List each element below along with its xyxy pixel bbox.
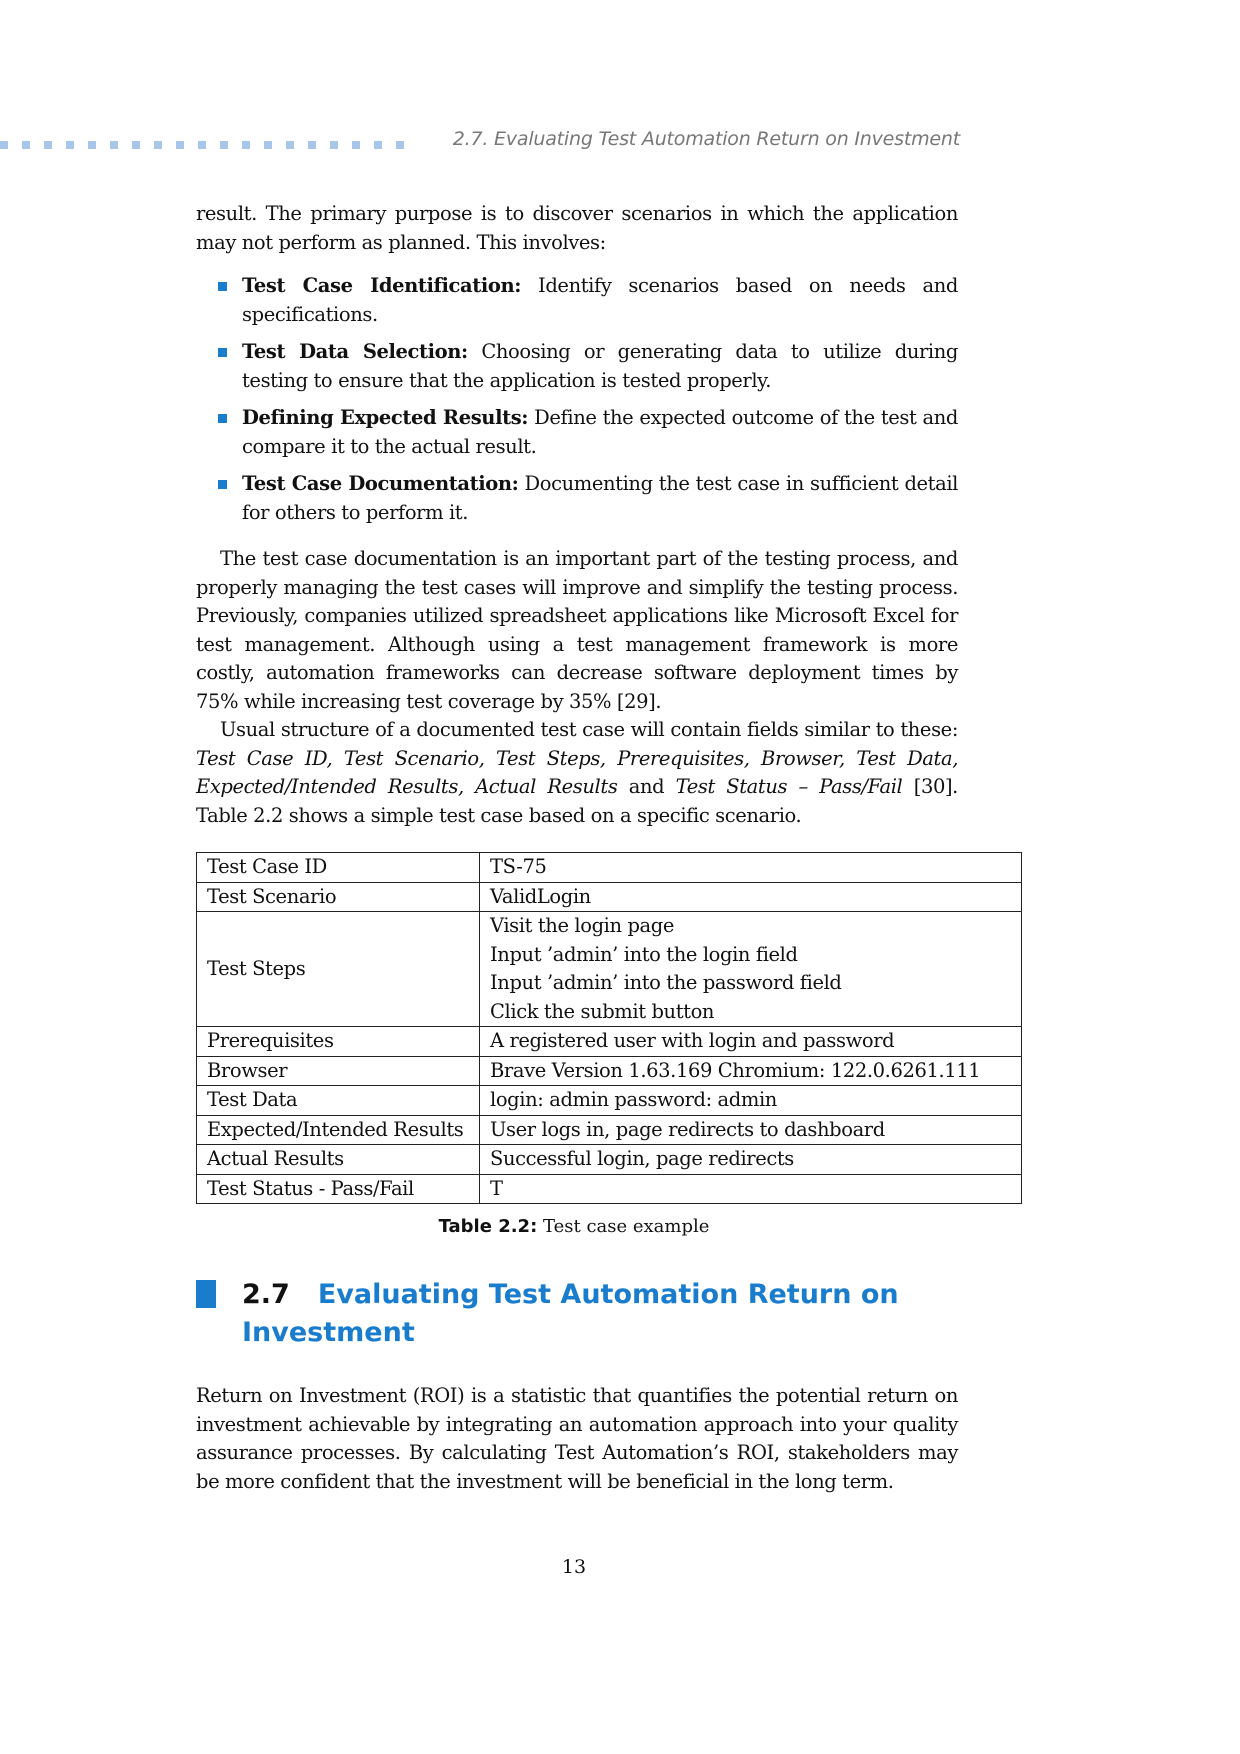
table-caption: [0, 1216, 1148, 1237]
table-value: A registered user with login and password: [480, 1027, 1022, 1057]
caption-label: Table 2.2:: [438, 1216, 538, 1237]
dot: [132, 141, 140, 149]
square-bullet-icon: [218, 480, 227, 489]
dot: [220, 141, 228, 149]
square-bullet-icon: [218, 282, 227, 291]
dot: [176, 141, 184, 149]
dot: [66, 141, 74, 149]
table-key: Test Data: [197, 1086, 480, 1116]
table-value: T: [480, 1174, 1022, 1204]
test-case-table: [196, 852, 1022, 1204]
table-row: [197, 1145, 1022, 1175]
table-row: [197, 1056, 1022, 1086]
dot: [88, 141, 96, 149]
bullet-term: Test Case Documentation:: [242, 472, 519, 495]
table-key: Test Steps: [197, 912, 480, 1027]
dot: [264, 141, 272, 149]
para3-lead: Usual structure of a documented test case will contain fields similar to these:: [220, 718, 958, 741]
bullet-text: Define the expected outcome of the test and compare it to the actual result.: [242, 406, 958, 458]
section-title: Evaluating Test Automation Return on Investment: [242, 1279, 899, 1348]
dot: [330, 141, 338, 149]
table-key: Browser: [197, 1056, 480, 1086]
body-paragraphs: [196, 545, 958, 830]
dot: [22, 141, 30, 149]
dot: [286, 141, 294, 149]
dot: [396, 141, 404, 149]
table-row: [197, 1174, 1022, 1204]
dot: [308, 141, 316, 149]
dot: [198, 141, 206, 149]
section-number: 2.7: [242, 1279, 290, 1310]
para3-status-field: Test Status – Pass/Fail: [675, 775, 903, 798]
table-value: User logs in, page redirects to dashboard: [480, 1115, 1022, 1145]
table-value: Brave Version 1.63.169 Chromium: 122.0.6261.111: [480, 1056, 1022, 1086]
square-bullet-icon: [218, 414, 227, 423]
bullet-term: Test Case Identification:: [242, 274, 522, 297]
bullet-list: [196, 272, 958, 536]
section-title-block: [242, 1276, 956, 1352]
table-row: [197, 1086, 1022, 1116]
intro-paragraph: [196, 200, 958, 257]
square-bullet-icon: [218, 348, 227, 357]
para3-fields: Test Case ID, Test Scenario, Test Steps, Prerequisites, Browser, Test Data, Expected/Intended Results, Actual Results: [196, 746, 958, 798]
table-key: Test Scenario: [197, 882, 480, 912]
para3-and: and: [617, 775, 676, 798]
paragraph-test-structure: [196, 716, 958, 830]
table-value: login: admin password: admin: [480, 1086, 1022, 1116]
dot: [44, 141, 52, 149]
table-value: TS-75: [480, 853, 1022, 883]
table-key: Prerequisites: [197, 1027, 480, 1057]
table-row: [197, 853, 1022, 883]
bullet-term: Test Data Selection:: [242, 340, 468, 363]
dot: [154, 141, 162, 149]
bullet-item: [196, 404, 958, 461]
header-dot-rule: [0, 141, 404, 149]
roi-paragraph: [196, 1382, 958, 1496]
table-row: [197, 1115, 1022, 1145]
running-header: [0, 128, 960, 152]
para3-citation: [30]. Table 2.2 shows a simple test case based on a specific scenario.: [196, 775, 958, 827]
bullet-text: Identify scenarios based on needs and specifications.: [242, 274, 959, 326]
table-row: [197, 1027, 1022, 1057]
table-value-steps: [480, 912, 1022, 1027]
roi-text: Return on Investment (ROI) is a statistic that quantifies the potential return on investment achievable by integrating an automation approach into your quality assurance processes. By calculating Test Automation’s ROI, stakeholders may be more confident that the investment will be beneficial in the long term.: [196, 1384, 958, 1493]
table-key: Actual Results: [197, 1145, 480, 1175]
test-step: Click the submit button: [490, 999, 715, 1023]
dot: [242, 141, 250, 149]
dot: [374, 141, 382, 149]
bullet-text: Documenting the test case in sufficient detail for others to perform it.: [242, 472, 959, 524]
table-row: [197, 882, 1022, 912]
intro-text: result. The primary purpose is to discover scenarios in which the application may not perform as planned. This involves:: [196, 202, 958, 254]
bullet-item: [196, 338, 958, 395]
table-key: Test Status - Pass/Fail: [197, 1174, 480, 1204]
bullet-term: Defining Expected Results:: [242, 406, 529, 429]
table-key: Expected/Intended Results: [197, 1115, 480, 1145]
running-title: 2.7. Evaluating Test Automation Return on Investment: [452, 128, 960, 150]
dot: [0, 141, 8, 149]
dot: [352, 141, 360, 149]
caption-text: Test case example: [537, 1216, 710, 1237]
table-value: Successful login, page redirects: [480, 1145, 1022, 1175]
bullet-text: Choosing or generating data to utilize during testing to ensure that the application is tested properly.: [242, 340, 958, 392]
test-step: Input ’admin’ into the login field: [490, 942, 798, 966]
test-step: Visit the login page: [490, 914, 674, 937]
test-step: Input ’admin’ into the password field: [490, 971, 842, 994]
paragraph-test-documentation: The test case documentation is an important part of the testing process, and properly managing the test cases will improve and simplify the testing process. Previously, companies utilized spreadsheet applications like Microsoft Excel for test management. Although using a test management framework is more costly, automation frameworks can decrease software deployment times by 75% while increasing test coverage by 35% [29].: [196, 547, 958, 713]
page-number: 13: [561, 1556, 587, 1578]
bullet-item: [196, 470, 958, 527]
section-marker-icon: [196, 1280, 216, 1308]
table-row: [197, 912, 1022, 1027]
dot: [110, 141, 118, 149]
section-heading: [196, 1276, 956, 1352]
table-value: ValidLogin: [480, 882, 1022, 912]
table-key: Test Case ID: [197, 853, 480, 883]
bullet-item: [196, 272, 958, 329]
